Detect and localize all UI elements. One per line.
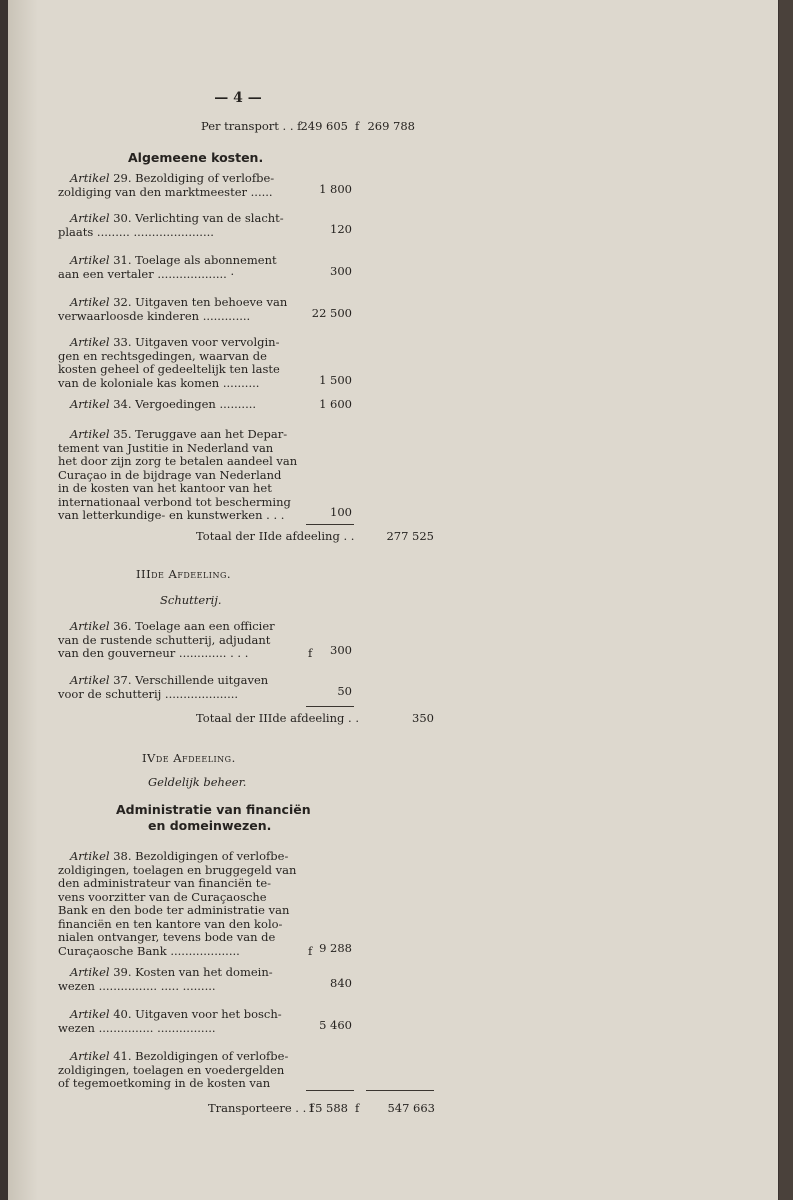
article-amount: 5 460: [319, 1017, 352, 1032]
document-page: [8, 0, 778, 1200]
article-label: Artikel: [70, 1049, 114, 1063]
article-line: [58, 496, 291, 510]
article-text: 39. Kosten van het domein-: [113, 965, 273, 979]
transport-amount1: 249 605: [300, 119, 348, 133]
transporteere-currency2: f: [355, 1101, 360, 1115]
afdeeling-3-subtitle: Schutterij.: [160, 593, 222, 607]
transport-rule-1: [306, 1090, 354, 1091]
article-line: [70, 966, 273, 980]
article-currency: f: [308, 943, 313, 958]
article-text: of tegemoetkoming in de kosten van: [58, 1076, 271, 1090]
article-label: Artikel: [70, 211, 114, 225]
article-amount: 1 500: [319, 372, 352, 387]
article-label: Artikel: [70, 397, 114, 411]
article-text: 33. Uitgaven voor vervolgin-: [113, 335, 280, 349]
article-text: zoldigingen, toelagen en bruggegeld van: [58, 862, 297, 877]
article-text: 36. Toelage aan een officier: [113, 619, 275, 633]
article-text: aan een vertaler ................... ·: [58, 266, 235, 281]
article-label: Artikel: [70, 171, 114, 185]
article-text: wezen ............... ................: [58, 1020, 216, 1035]
article-text: 30. Verlichting van de slacht-: [113, 211, 284, 225]
article-text: het door zijn zorg te betalen aandeel van: [58, 454, 298, 468]
transport-rule-2: [366, 1090, 434, 1091]
article-line: [58, 509, 284, 523]
subtotal-rule-3: [306, 706, 354, 707]
article-text: van de rustende schutterij, adjudant: [58, 632, 271, 647]
article-text: Curaçaosche Bank ...................: [58, 943, 240, 958]
article-label: Artikel: [70, 295, 114, 309]
article-text: Curaçao in de bijdrage van Nederland: [58, 467, 282, 482]
article-text: 38. Bezoldigingen of verlofbe-: [113, 849, 289, 863]
article-line: [58, 268, 234, 282]
article-line: [58, 442, 273, 456]
article-line: [70, 1008, 282, 1022]
article-text: gen en rechtsgedingen, waarvan de: [58, 348, 267, 363]
article-text: internationaal verbond tot bescherming: [58, 494, 291, 509]
article-text: kosten geheel of gedeeltelijk ten laste: [58, 362, 280, 376]
article-line: [70, 1050, 288, 1064]
article-line: [58, 634, 270, 648]
transporteere-amount2: 547 663: [387, 1101, 435, 1115]
article-text: voor de schutterij ....................: [58, 686, 239, 701]
article-amount: 100: [330, 505, 352, 519]
article-currency: f: [308, 646, 313, 660]
article-label: Artikel: [70, 253, 114, 267]
subtotal-rule-2: [306, 524, 354, 525]
article-line: [58, 904, 289, 918]
heading-administratie-line2: en domeinwezen.: [148, 818, 272, 833]
article-line: [58, 226, 214, 240]
article-text: 40. Uitgaven voor het bosch-: [113, 1007, 282, 1021]
article-line: [70, 620, 275, 634]
article-line: [70, 398, 256, 412]
article-amount: 840: [330, 975, 352, 990]
article-line: [58, 647, 248, 661]
article-text: wezen ................ ..... .........: [58, 978, 216, 993]
article-text: 29. Bezoldiging of verlofbe-: [113, 171, 275, 185]
totaal-3-amount: 350: [412, 711, 434, 725]
transporteere-amount1: 15 588: [307, 1101, 348, 1115]
article-text: 34. Vergoedingen ..........: [113, 397, 257, 411]
transport-currency2: f: [355, 119, 360, 133]
article-text: nialen ontvanger, tevens bode van de: [58, 930, 276, 944]
article-line: [58, 688, 238, 702]
article-line: [70, 254, 277, 268]
article-text: zoldiging van den marktmeester ......: [58, 184, 273, 199]
heading-algemeene-kosten: Algemeene kosten.: [128, 150, 264, 165]
article-text: plaats ......... ......................: [58, 224, 214, 239]
article-text: 37. Verschillende uitgaven: [113, 673, 269, 687]
article-text: in de kosten van het kantoor van het: [58, 481, 272, 495]
article-line: [70, 296, 287, 310]
article-text: van letterkundige- en kunstwerken . . .: [58, 508, 285, 522]
article-line: [58, 310, 250, 324]
article-line: [58, 877, 271, 891]
article-label: Artikel: [70, 335, 114, 349]
heading-administratie-line1: Administratie van financiën: [116, 802, 311, 817]
article-label: Artikel: [70, 1007, 114, 1021]
article-amount: 300: [330, 263, 352, 278]
article-text: den administrateur van financiën te-: [58, 876, 272, 890]
article-label: Artikel: [70, 965, 114, 979]
article-text: zoldigingen, toelagen en voedergelden: [58, 1062, 285, 1077]
article-text: Bank en den bode ter administratie van: [58, 903, 290, 917]
article-line: [58, 891, 267, 905]
article-line: [70, 212, 284, 226]
article-amount: 9 288: [319, 940, 352, 955]
transporteere-label: Transporteere . . f: [208, 1101, 315, 1115]
afdeeling-4-title: IVde Afdeeling.: [142, 751, 236, 765]
article-line: [70, 428, 287, 442]
article-text: 35. Teruggave aan het Depar-: [113, 427, 288, 441]
article-line: [58, 377, 259, 391]
article-label: Artikel: [70, 619, 114, 633]
article-text: financiën en ten kantore van den kolo-: [58, 916, 283, 931]
article-text: van den gouverneur ............. . . .: [58, 646, 249, 660]
article-amount: 300: [330, 643, 352, 657]
article-line: [58, 455, 297, 469]
article-line: [58, 918, 282, 932]
article-line: [70, 172, 274, 186]
article-amount: 120: [330, 221, 352, 236]
article-amount: 1 800: [319, 181, 352, 196]
totaal-2-amount: 277 525: [386, 529, 434, 543]
article-text: 41. Bezoldigingen of verlofbe-: [113, 1049, 289, 1063]
article-text: tement van Justitie in Nederland van: [58, 440, 274, 455]
article-line: [58, 864, 296, 878]
page-gutter-shadow: [8, 0, 38, 1200]
article-line: [70, 674, 268, 688]
totaal-2-label: Totaal der IIde afdeeling . .: [196, 529, 355, 543]
article-text: vens voorzitter van de Curaçaosche: [58, 889, 267, 904]
article-amount: 1 600: [319, 397, 352, 411]
article-line: [58, 1064, 284, 1078]
article-amount: 22 500: [311, 305, 352, 320]
article-line: [58, 469, 281, 483]
scan-edge: [779, 0, 793, 1200]
article-line: [58, 186, 273, 200]
article-label: Artikel: [70, 849, 114, 863]
article-text: van de koloniale kas komen ..........: [58, 375, 260, 390]
article-line: [58, 1022, 216, 1036]
totaal-3-label: Totaal der IIIde afdeeling . .: [196, 711, 359, 725]
article-text: verwaarloosde kinderen .............: [58, 308, 251, 323]
transport-amount2: 269 788: [367, 119, 415, 133]
transport-label: Per transport . . f: [201, 119, 302, 133]
article-line: [58, 945, 240, 959]
article-label: Artikel: [70, 427, 114, 441]
page-number: — 4 —: [214, 90, 262, 106]
article-text: 31. Toelage als abonnement: [113, 253, 277, 267]
article-line: [58, 350, 267, 364]
article-line: [58, 1077, 270, 1091]
article-line: [58, 482, 272, 496]
article-line: [58, 980, 216, 994]
article-line: [70, 850, 288, 864]
article-line: [58, 363, 280, 377]
afdeeling-3-title: IIIde Afdeeling.: [136, 567, 232, 581]
article-label: Artikel: [70, 673, 114, 687]
article-text: 32. Uitgaven ten behoeve van: [113, 295, 288, 309]
article-line: [58, 931, 275, 945]
afdeeling-4-subtitle: Geldelijk beheer.: [148, 775, 247, 789]
article-line: [70, 336, 279, 350]
article-amount: 50: [337, 683, 352, 698]
